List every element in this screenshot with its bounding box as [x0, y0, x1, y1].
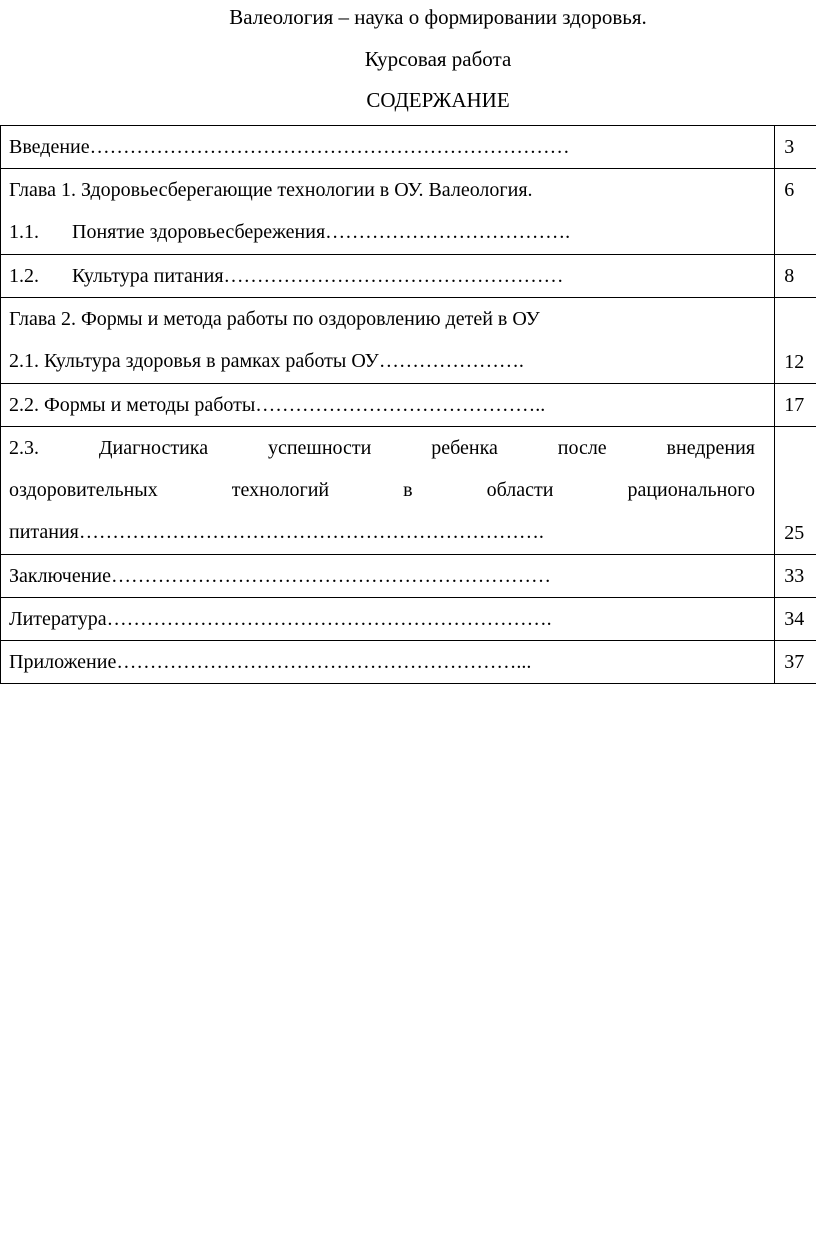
toc-entry-text	[9, 427, 755, 553]
toc-subsection	[9, 211, 766, 253]
toc-entry-text: Заключение…………………………………………………………	[9, 565, 551, 587]
toc-word: 2.3.	[9, 437, 39, 459]
toc-heading: СОДЕРЖАНИЕ	[366, 88, 510, 112]
toc-word: Диагностика	[98, 437, 209, 459]
toc-word: технологий	[231, 479, 330, 501]
toc-entry-cell	[1, 384, 775, 427]
toc-page-number: 8	[775, 255, 816, 298]
toc-page-number: 37	[775, 641, 816, 684]
toc-row-literature	[1, 598, 816, 641]
toc-page-number: 6	[775, 169, 816, 255]
toc-word: успешности	[267, 437, 372, 459]
toc-word: внедрения	[666, 437, 755, 459]
toc-page-number: 3	[775, 126, 816, 169]
toc-row-section-2-2	[1, 384, 816, 427]
toc-entry-text: Приложение……………………………………………………...	[9, 651, 532, 673]
toc-entry-cell	[1, 298, 775, 384]
toc-section-number: 1.2.	[9, 265, 39, 287]
toc-word: ребенка	[431, 437, 498, 459]
toc-section-number: 1.1.	[9, 221, 39, 243]
toc-entry-cell	[1, 169, 775, 255]
toc-entry-text: Введение………………………………………………………………	[9, 136, 570, 158]
toc-row-section-1-2	[1, 255, 816, 298]
toc-page-number: 25	[775, 427, 816, 555]
toc-row-appendix	[1, 641, 816, 684]
toc-entry-cell	[1, 126, 775, 169]
toc-row-intro	[1, 126, 816, 169]
toc-page-number: 17	[775, 384, 816, 427]
toc-line-2	[9, 469, 755, 511]
toc-word: оздоровительных	[9, 479, 158, 501]
toc-page-number: 12	[775, 298, 816, 384]
toc-chapter-title: Глава 2. Формы и метода работы по оздоровлению детей в ОУ	[9, 308, 540, 330]
toc-entry-text: Культура питания……………………………………………	[72, 265, 564, 287]
toc-entry-cell	[1, 598, 775, 641]
toc-word: после	[557, 437, 607, 459]
document-subtitle: Курсовая работа	[364, 47, 512, 71]
toc-line-3: питания…………………………………………………………….	[9, 521, 544, 543]
toc-page-number: 34	[775, 598, 816, 641]
toc-entry-text: 2.2. Формы и методы работы……………………………………..	[9, 394, 546, 416]
document-title: Валеология – наука о формировании здоровья.	[229, 5, 647, 29]
toc-subsection	[9, 255, 766, 297]
toc-row-chapter2	[1, 298, 816, 384]
toc-entry-cell	[1, 255, 775, 298]
toc-entry-cell	[1, 555, 775, 598]
toc-row-section-2-3	[1, 427, 816, 555]
toc-entry-cell	[1, 641, 775, 684]
toc-word: в	[403, 479, 413, 501]
toc-word: рационального	[627, 479, 755, 501]
toc-line-1	[9, 427, 755, 469]
toc-word: области	[486, 479, 554, 501]
toc-entry-text: 2.1. Культура здоровья в рамках работы ОУ………………….	[9, 350, 524, 372]
toc-page-number: 33	[775, 555, 816, 598]
toc-chapter-title: Глава 1. Здоровьесберегающие технологии в ОУ. Валеология.	[9, 179, 533, 201]
toc-entry-text: Понятие здоровьесбережения……………………………….	[72, 221, 571, 243]
toc-row-conclusion	[1, 555, 816, 598]
toc-entry-text: Литература………………………………………………………….	[9, 608, 552, 630]
toc-row-chapter1	[1, 169, 816, 255]
toc-entry-cell	[1, 427, 775, 555]
table-of-contents	[0, 125, 816, 684]
